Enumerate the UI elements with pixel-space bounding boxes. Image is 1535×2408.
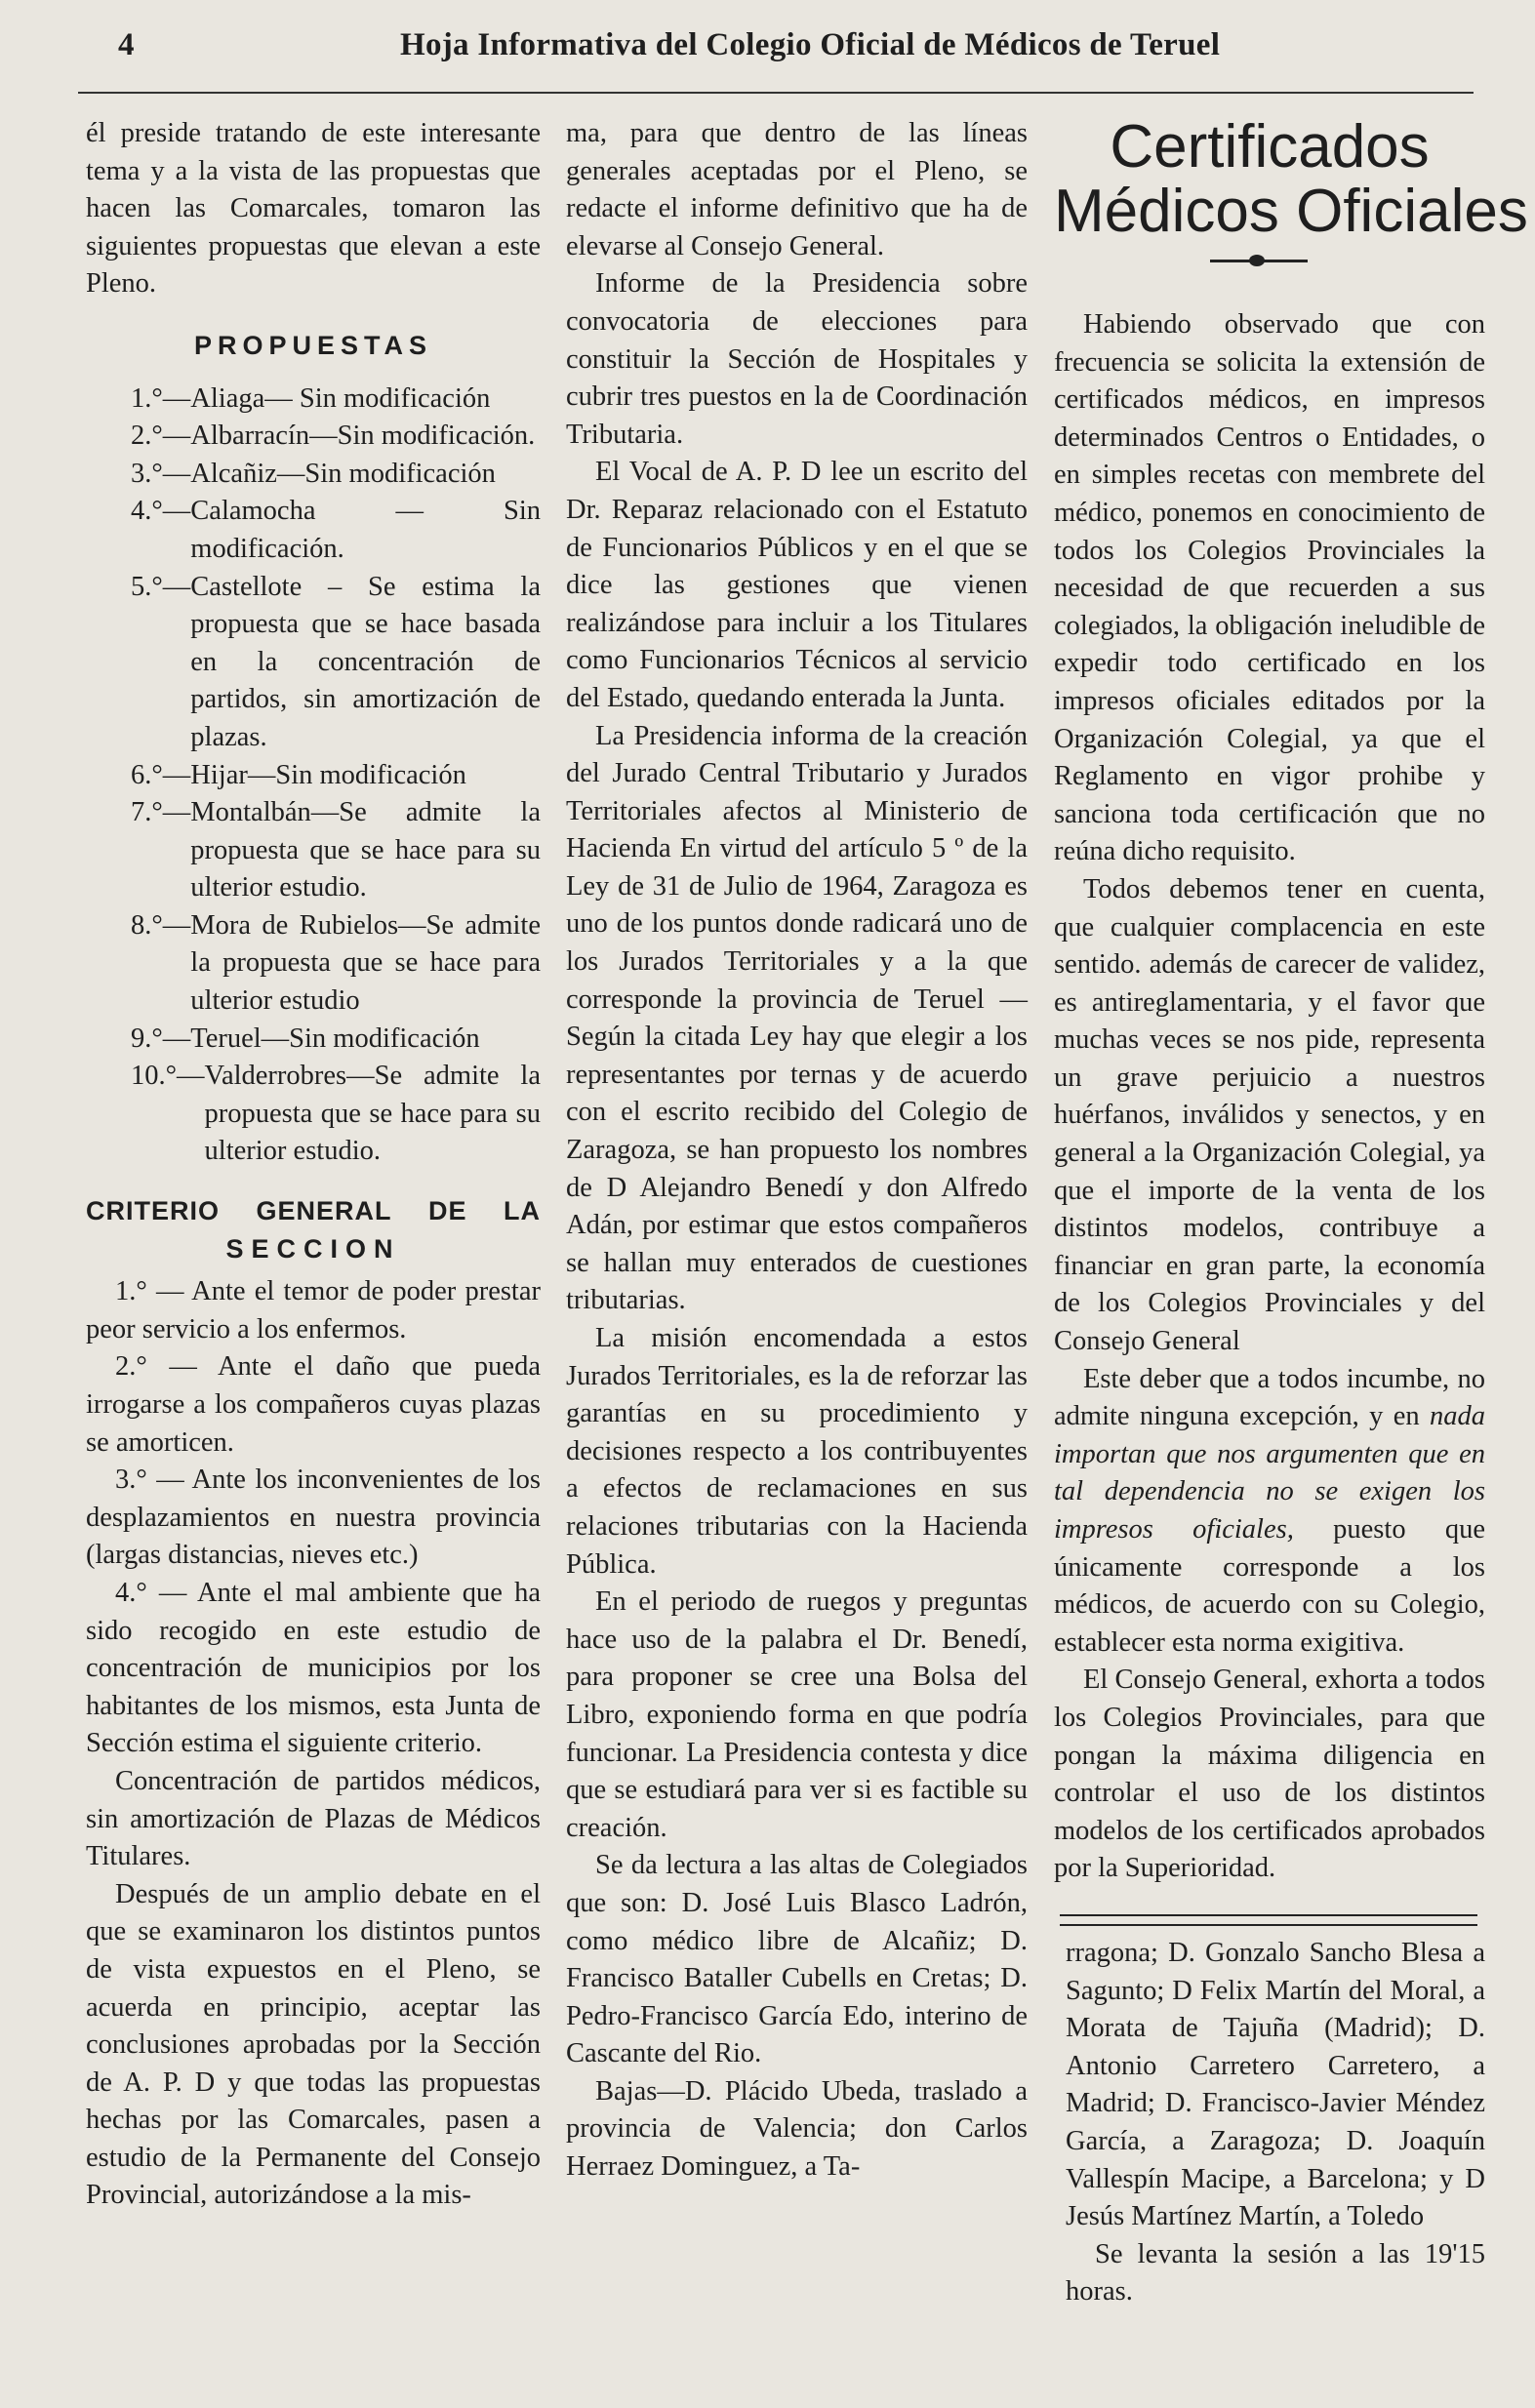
list-item [86, 569, 541, 757]
section-divider [1060, 1924, 1477, 1926]
section-divider [1060, 1914, 1477, 1916]
list-item-text: Mora de Rubielos—Se admite la propuesta que se hace para ulterior estudio [190, 909, 541, 1017]
col2-paragraph: El Vocal de A. P. D lee un escrito del Dr. Reparaz relacionado con el Estatuto de Funcionarios Públicos y en el que se dice las gestiones que vienen realizándose para incluir a los Titulares como Funcionarios Técnicos al servicio del Estado, quedando enterada la Junta. [566, 457, 1028, 713]
list-item [86, 907, 541, 1021]
col2-paragraph: Bajas—D. Plácido Ubeda, traslado a provincia de Valencia; don Carlos Herraez Dominguez, a Ta- [566, 2075, 1028, 2183]
article-title-line1: Certificados [1110, 113, 1430, 181]
list-item-text: Calamocha — Sin modificación. [190, 496, 541, 564]
list-item-text: Valderrobres—Se admite la propuesta que se hace para su ulterior estudio. [204, 1061, 541, 1167]
col2-paragraph: Se da lectura a las altas de Colegiados que son: D. José Luis Blasco Ladrón, como médico libre de Alcañiz; D. Francisco Bataller Cubells en Cretas; D. Pedro-Francisco García Edo, interino de Cascante del Rio. [566, 1850, 1028, 2069]
list-item [86, 757, 541, 795]
list-item-number: 6.°— [131, 759, 191, 790]
col1-intro: él preside tratando de este interesante tema y a la vista de las propuestas que hacen las Comarcales, tomaron las siguientes propuestas que elevan a este Pleno. [86, 118, 541, 300]
list-item-number: 3.°— [131, 458, 191, 489]
list-item-number: 2.°— [131, 421, 191, 452]
list-item-text: Alcañiz—Sin modificación [190, 458, 496, 489]
header-rule [78, 92, 1474, 94]
criterio-heading-line2: SECCION [225, 1233, 401, 1264]
criterio-heading [86, 1192, 541, 1267]
propuestas-list [86, 381, 541, 1171]
col1-paragraph: 4.° — Ante el mal ambiente que ha sido recogido en este estudio de concentración de municipios por los habitantes de los mismos, esta Junta de Sección estima el siguiente criterio. [86, 1577, 541, 1759]
list-item [86, 1021, 541, 1059]
article-title [1054, 113, 1528, 277]
list-item-number: 8.°— [131, 909, 191, 941]
criterio-heading-word: LA [504, 1196, 541, 1226]
col3-paragraph: El Consejo General, exhorta a todos los Colegios Provinciales, para que pongan la máxima diligencia en controlar el uso de los distintos modelos de los certificados aprobados por la Superioridad. [1054, 1665, 1485, 1884]
col3-paragraph-text: Este deber que a todos incumbe, no admite ninguna excepción, y en [1054, 1363, 1485, 1432]
list-item-number: 5.°— [131, 571, 191, 602]
list-item [86, 794, 541, 907]
col2-paragraph: ma, para que dentro de las líneas generales aceptadas por el Pleno, se redacte el informe definitivo que ha de elevarse al Consejo General. [566, 118, 1028, 261]
criterio-heading-word: DE [428, 1196, 467, 1226]
list-item-text: Montalbán—Se admite la propuesta que se hace para su ulterior estudio. [190, 797, 541, 903]
list-item-text: Teruel—Sin modificación [190, 1023, 480, 1054]
col1-paragraph: 2.° — Ante el daño que pueda irrogarse a los compañeros cuyas plazas se amorticen. [86, 1351, 541, 1458]
title-ornament-dot [1249, 255, 1265, 266]
list-item-text: Aliaga— Sin modificación [190, 382, 491, 414]
list-item-number: 4.°— [131, 496, 191, 527]
list-item-number: 9.°— [131, 1023, 191, 1054]
col3-paragraph [1054, 1361, 1485, 1663]
criterio-heading-word: CRITERIO [86, 1196, 221, 1226]
running-title: Hoja Informativa del Colegio Oficial de Médicos de Teruel [400, 27, 1221, 62]
column-2 [566, 115, 1028, 2187]
list-item [86, 381, 541, 419]
col2-paragraph: En el periodo de ruegos y preguntas hace uso de la palabra el Dr. Benedí, para proponer se cree una Bolsa del Libro, exponiendo forma en que podría funcionar. La Presidencia contesta y dice que se estudiará para ver si es factible su creación. [566, 1586, 1028, 1843]
continuation-text: rragona; D. Gonzalo Sancho Blesa a Sagunto; D Felix Martín del Moral, a Morata de Tajuña (Madrid); D. Antonio Carretero Carretero, a Madrid; D. Francisco-Javier Méndez García, a Zaragoza; D. Joaquín Vallespín Macipe, a Barcelona; y D Jesús Martínez Martín, a Toledo [1066, 1938, 1485, 2232]
list-item [86, 456, 541, 494]
propuestas-heading: PROPUESTAS [193, 330, 433, 360]
col3-paragraph: Todos debemos tener en cuenta, que cualquier complacencia en este sentido. además de carecer de validez, es antireglamentaria, y el favor que muchas veces se nos pide, representa un grave perjuicio a nuestros huérfanos, inválidos y senectos, y en general a la Organización Colegial, ya que el importe de la venta de los distintos modelos, contribuye a financiar en gran parte, la economía de los Colegios Provinciales y del Consejo General [1054, 873, 1485, 1357]
list-item-number: 10.°— [131, 1061, 205, 1092]
list-item-text: Albarracín—Sin modificación. [190, 421, 536, 452]
list-item-number: 7.°— [131, 797, 191, 828]
criterio-heading-word: GENERAL [256, 1196, 392, 1226]
col1-paragraph: Concentración de partidos médicos, sin amortización de Plazas de Médicos Titulares. [86, 1765, 541, 1872]
column-3 [1054, 113, 1528, 1888]
list-item [86, 418, 541, 456]
article-title-line2: Médicos Oficiales [1054, 178, 1528, 245]
col1-paragraph: 3.° — Ante los inconvenientes de los desplazamientos en nuestra provincia (largas distancias, nieves etc.) [86, 1465, 541, 1571]
col1-paragraph: 1.° — Ante el temor de poder prestar peor servicio a los enfermos. [86, 1276, 541, 1344]
list-item [86, 1058, 541, 1171]
list-item-text: Castellote – Se estima la propuesta que se hace basada en la concentración de partidos, sin amortización de plazas. [190, 571, 541, 752]
col1-paragraph: Después de un amplio debate en el que se examinaron los distintos puntos de vista expuestos en el Pleno, se acuerda en principio, aceptar las conclusiones aprobadas por la Sección de A. P. D y que todas las propuestas hechas por las Comarcales, pasen a estudio de la Permanente del Consejo Provincial, autorizándose a la mis- [86, 1878, 541, 2211]
page-number: 4 [118, 27, 135, 62]
col3-italic-text: nada importan que nos argumenten que en tal dependencia no se exigen los impresos oficiales, [1054, 1401, 1486, 1545]
column-3-continuation [1066, 1935, 1485, 2311]
list-item-number: 1.°— [131, 382, 191, 414]
col2-paragraph: La misión encomendada a estos Jurados Territoriales, es la de reforzar las garantías en su procedimiento y decisiones respecto a los contribuyentes a efectos de reclamaciones en sus relaciones tributarias con la Hacienda Pública. [566, 1323, 1028, 1580]
col2-paragraph: La Presidencia informa de la creación del Jurado Central Tributario y Jurados Territoriales afectos al Ministerio de Hacienda En virtud del artículo 5 º de la Ley de 31 de Julio de 1964, Zaragoza es uno de los puntos donde radicará uno de los Jurados Territoriales y a la que corresponde la provincia de Teruel —Según la citada Ley hay que elegir a los representantes por ternas y de acuerdo con el escrito recibido del Colegio de Zaragoza, se han propuesto los nombres de D Alejandro Benedí y don Alfredo Adán, por estimar que estos compañeros se hallan muy enterados de cuestiones tributarias. [566, 720, 1028, 1316]
col2-paragraph: Informe de la Presidencia sobre convocatoria de elecciones para constituir la Sección de Hospitales y cubrir tres puestos en la de Coordinación Tributaria. [566, 268, 1028, 450]
list-item-text: Hijar—Sin modificación [190, 759, 466, 790]
closing-text: Se levanta la sesión a las 19'15 horas. [1066, 2238, 1485, 2308]
col3-paragraph: Habiendo observado que con frecuencia se solicita la extensión de certificados médicos, en impresos determinados Centros o Entidades, o en simples recetas con membrete del médico, ponemos en conocimiento de todos los Colegios Provinciales la necesidad de que recuerden a sus colegiados, la obligación ineludible de expedir todo certificado en los impresos oficiales editados por la Organización Colegial, ya que el Reglamento en vigor prohibe y sanciona toda certificación que no reúna dicho requisito. [1054, 309, 1485, 867]
column-1 [86, 115, 541, 2215]
col3-paragraph-text: puesto que únicamente corresponde a los médicos, de acuerdo con su Colegio, establecer esta norma exigitiva. [1054, 1514, 1486, 1658]
list-item [86, 493, 541, 568]
